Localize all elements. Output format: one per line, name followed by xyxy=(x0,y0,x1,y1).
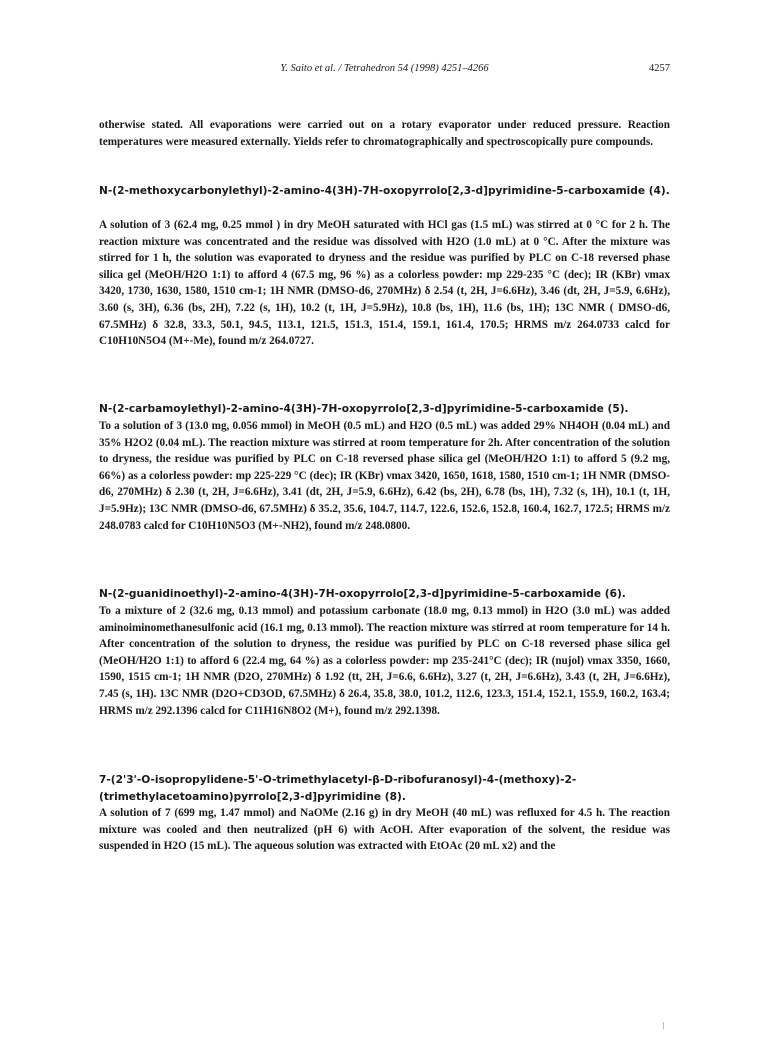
section-heading-compound-4: N-(2-methoxycarbonylethyl)-2-amino-4(3H)-7H-oxopyrrolo[2,3-d]pyrimidine-5-carboxamide (4). xyxy=(99,185,670,197)
section-body-compound-6: To a mixture of 2 (32.6 mg, 0.13 mmol) and potassium carbonate (18.0 mg, 0.13 mmol) in H2O (3.0 mL) was added aminoiminomethanesulfonic acid (16.1 mg, 0.13 mmol). The reaction mixture was stirred at room temperature for 14 h. After concentration of the solution to dryness, the residue was purified by PLC on C-18 reversed phase silica gel (MeOH/H2O 1:1) to afford 6 (22.4 mg, 64 %) as a colorless powder: mp 235-241°C (dec); IR (nujol) νmax 3350, 1660, 1590, 1515 cm-1; 1H NMR (D2O, 270MHz) δ 1.92 (tt, 2H, J=6.6, 6.6Hz), 3.27 (t, 2H, J=6.6Hz), 3.43 (t, 2H, J=6.6Hz), 7.45 (s, 1H). 13C NMR (D2O+CD3OD, 67.5MHz) δ 26.4, 35.8, 38.0, 101.2, 112.6, 123.3, 151.4, 152.1, 155.9, 160.2, 163.4; HRMS m/z 292.1396 calcd for C11H16N8O2 (M+), found m/z 292.1398. xyxy=(99,605,670,717)
intro-paragraph: otherwise stated. All evaporations were carried out on a rotary evaporator under reduced pressure. Reaction temperatures were measured externally. Yields refer to chromatographically and spectroscopically pure compounds. xyxy=(99,119,670,148)
journal-citation: Y. Saito et al. / Tetrahedron 54 (1998) 4251–4266 xyxy=(280,63,489,74)
page-number: 4257 xyxy=(649,63,670,74)
section-body-compound-8: A solution of 7 (699 mg, 1.47 mmol) and NaOMe (2.16 g) in dry MeOH (40 mL) was refluxed for 4.5 h. The reaction mixture was cooled and then neutralized (pH 6) with AcOH. After evaporation of the solvent, the residue was suspended in H2O (15 mL). The aqueous solution was extracted with EtOAc (20 mL x2) and the xyxy=(99,807,670,853)
section-body-compound-4: A solution of 3 (62.4 mg, 0.25 mmol ) in dry MeOH saturated with HCl gas (1.5 mL) was stirred at 0 °C for 2 h. The reaction mixture was concentrated and the residue was dissolved with H2O (1.0 mL) at 0 °C. After the mixture was stirred for 1 h, the solution was evaporated to dryness and the residue was purified by PLC on C-18 reversed phase silica gel (MeOH/H2O 1:1) to afford 4 (67.5 mg, 96 %) as a colorless powder: mp 229-235 °C (dec); IR (KBr) νmax 3420, 1730, 1630, 1580, 1510 cm-1; 1H NMR (DMSO-d6, 270MHz) δ 2.54 (t, 2H, J=6.6Hz), 3.46 (dt, 2H, J=5.9, 6.6Hz), 3.60 (s, 3H), 6.36 (bs, 2H), 7.22 (s, 1H), 10.2 (t, 1H, J=5.9Hz), 10.8 (bs, 1H), 11.6 (bs, 1H); 13C NMR ( DMSO-d6, 67.5MHz) δ 32.8, 33.3, 50.1, 94.5, 113.1, 121.5, 151.3, 151.4, 159.1, 161.4, 170.5; HRMS m/z 264.0733 calcd for C10H10N5O4 (M+-Me), found m/z 264.0727. xyxy=(99,219,670,348)
section-heading-compound-5: N-(2-carbamoylethyl)-2-amino-4(3H)-7H-oxopyrrolo[2,3-d]pyrimidine-5-carboxamide (5). xyxy=(99,403,629,415)
margin-mark xyxy=(663,1022,664,1029)
section-body-compound-5: To a solution of 3 (13.0 mg, 0.056 mmol) in MeOH (0.5 mL) and H2O (0.5 mL) was added 29% NH4OH (0.04 mL) and 35% H2O2 (0.04 mL). The reaction mixture was stirred at room temperature for 2h. After concentration of the solution to dryness, the residue was purified by PLC on C-18 reversed phase silica gel (MeOH/H2O 1:1) to afford 5 (9.2 mg, 66%) as a colorless powder: mp 225-229 °C (dec); IR (KBr) νmax 3420, 1650, 1618, 1580, 1510 cm-1; 1H NMR (DMSO-d6, 270MHz) δ 2.30 (t, 2H, J=6.6Hz), 3.41 (dt, 2H, J=5.9, 6.6Hz), 6.42 (bs, 2H), 6.78 (bs, 1H), 7.32 (s, 1H), 10.1 (t, 1H, J=5.9Hz); 13C NMR (DMSO-d6, 67.5MHz) δ 35.2, 35.6, 104.7, 114.7, 122.6, 152.6, 152.8, 160.4, 162.7, 172.5; HRMS m/z 248.0783 calcd for C10H10N5O3 (M+-NH2), found m/z 248.0800. xyxy=(99,420,670,532)
running-header xyxy=(99,63,670,79)
section-heading-compound-6: N-(2-guanidinoethyl)-2-amino-4(3H)-7H-oxopyrrolo[2,3-d]pyrimidine-5-carboxamide (6). xyxy=(99,588,626,600)
section-heading-compound-8: 7-(2'3'-O-isopropylidene-5'-O-trimethylacetyl-β-D-ribofuranosyl)-4-(methoxy)-2-(trimethylacetoamino)pyrrolo[2,3-d]pyrimidine (8). xyxy=(99,774,577,803)
